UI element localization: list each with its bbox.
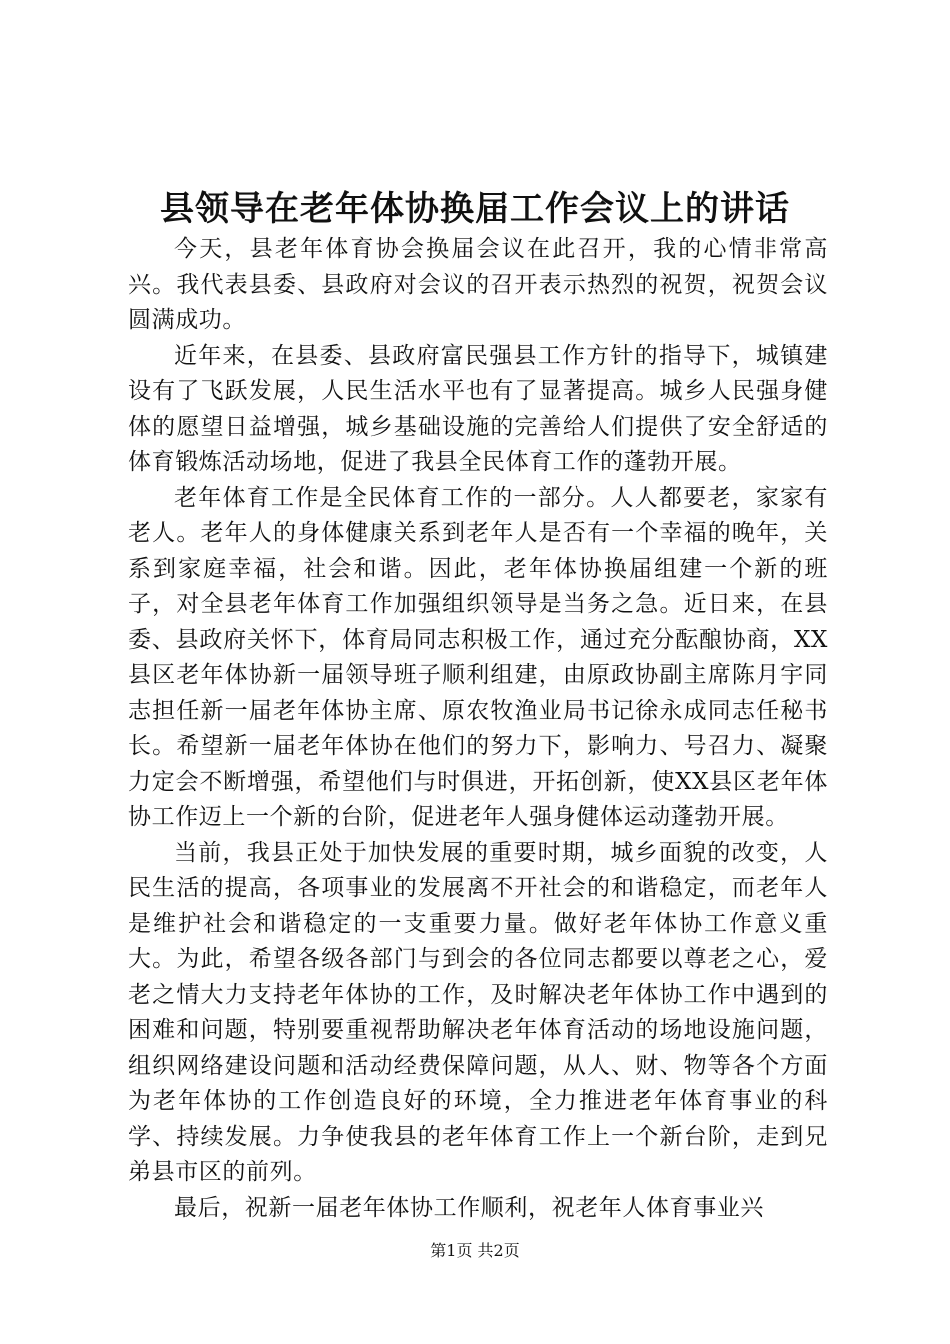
paragraph-5: 最后，祝新一届老年体协工作顺利，祝老年人体育事业兴 [174,1194,764,1221]
paragraph-1: 今天，县老年体育协会换届会议在此召开，我的心情非常高兴。我代表县委、县政府对会议的召开表示热烈的祝贺，祝贺会议圆满成功。 [128,236,828,333]
page-number-footer: 第1页 共2页 [430,1241,520,1260]
paragraph-4: 当前，我县正处于加快发展的重要时期，城乡面貌的改变，人民生活的提高，各项事业的发展离不开社会的和谐稳定，而老年人是维护社会和谐稳定的一支重要力量。做好老年体协工作意义重大。为此，希望各级各部门与到会的各位同志都要以尊老之心，爱老之情大力支持老年体协的工作，及时解决老年体协工作中遇到的困难和问题，特别要重视帮助解决老年体育活动的场地设施问题，组织网络建设问题和活动经费保障问题，从人、财、物等各个方面为老年体协的工作创造良好的环境，全力推进老年体育事业的科学、持续发展。力争使我县的老年体育工作上一个新台阶，走到兄弟县市区的前列。 [128,839,828,1185]
document-title: 县领导在老年体协换届工作会议上的讲话 [160,189,790,229]
document-body [128,232,828,1226]
paragraph-2: 近年来，在县委、县政府富民强县工作方针的指导下，城镇建设有了飞跃发展，人民生活水平也有了显著提高。城乡人民强身健体的愿望日益增强，城乡基础设施的完善给人们提供了安全舒适的体育锻炼活动场地，促进了我县全民体育工作的蓬勃开展。 [128,342,828,475]
paragraph-3: 老年体育工作是全民体育工作的一部分。人人都要老，家家有老人。老年人的身体健康关系到老年人是否有一个幸福的晚年，关系到家庭幸福，社会和谐。因此，老年体协换届组建一个新的班子，对全县老年体育工作加强组织领导是当务之急。近日来，在县委、县政府关怀下，体育局同志积极工作，通过充分酝酿协商，XX县区老年体协新一届领导班子顺利组建，由原政协副主席陈月宇同志担任新一届老年体协主席、原农牧渔业局书记徐永成同志任秘书长。希望新一届老年体协在他们的努力下，影响力、号召力、凝聚力定会不断增强，希望他们与时俱进，开拓创新，使XX县区老年体协工作迈上一个新的台阶，促进老年人强身健体运动蓬勃开展。 [128,484,828,830]
